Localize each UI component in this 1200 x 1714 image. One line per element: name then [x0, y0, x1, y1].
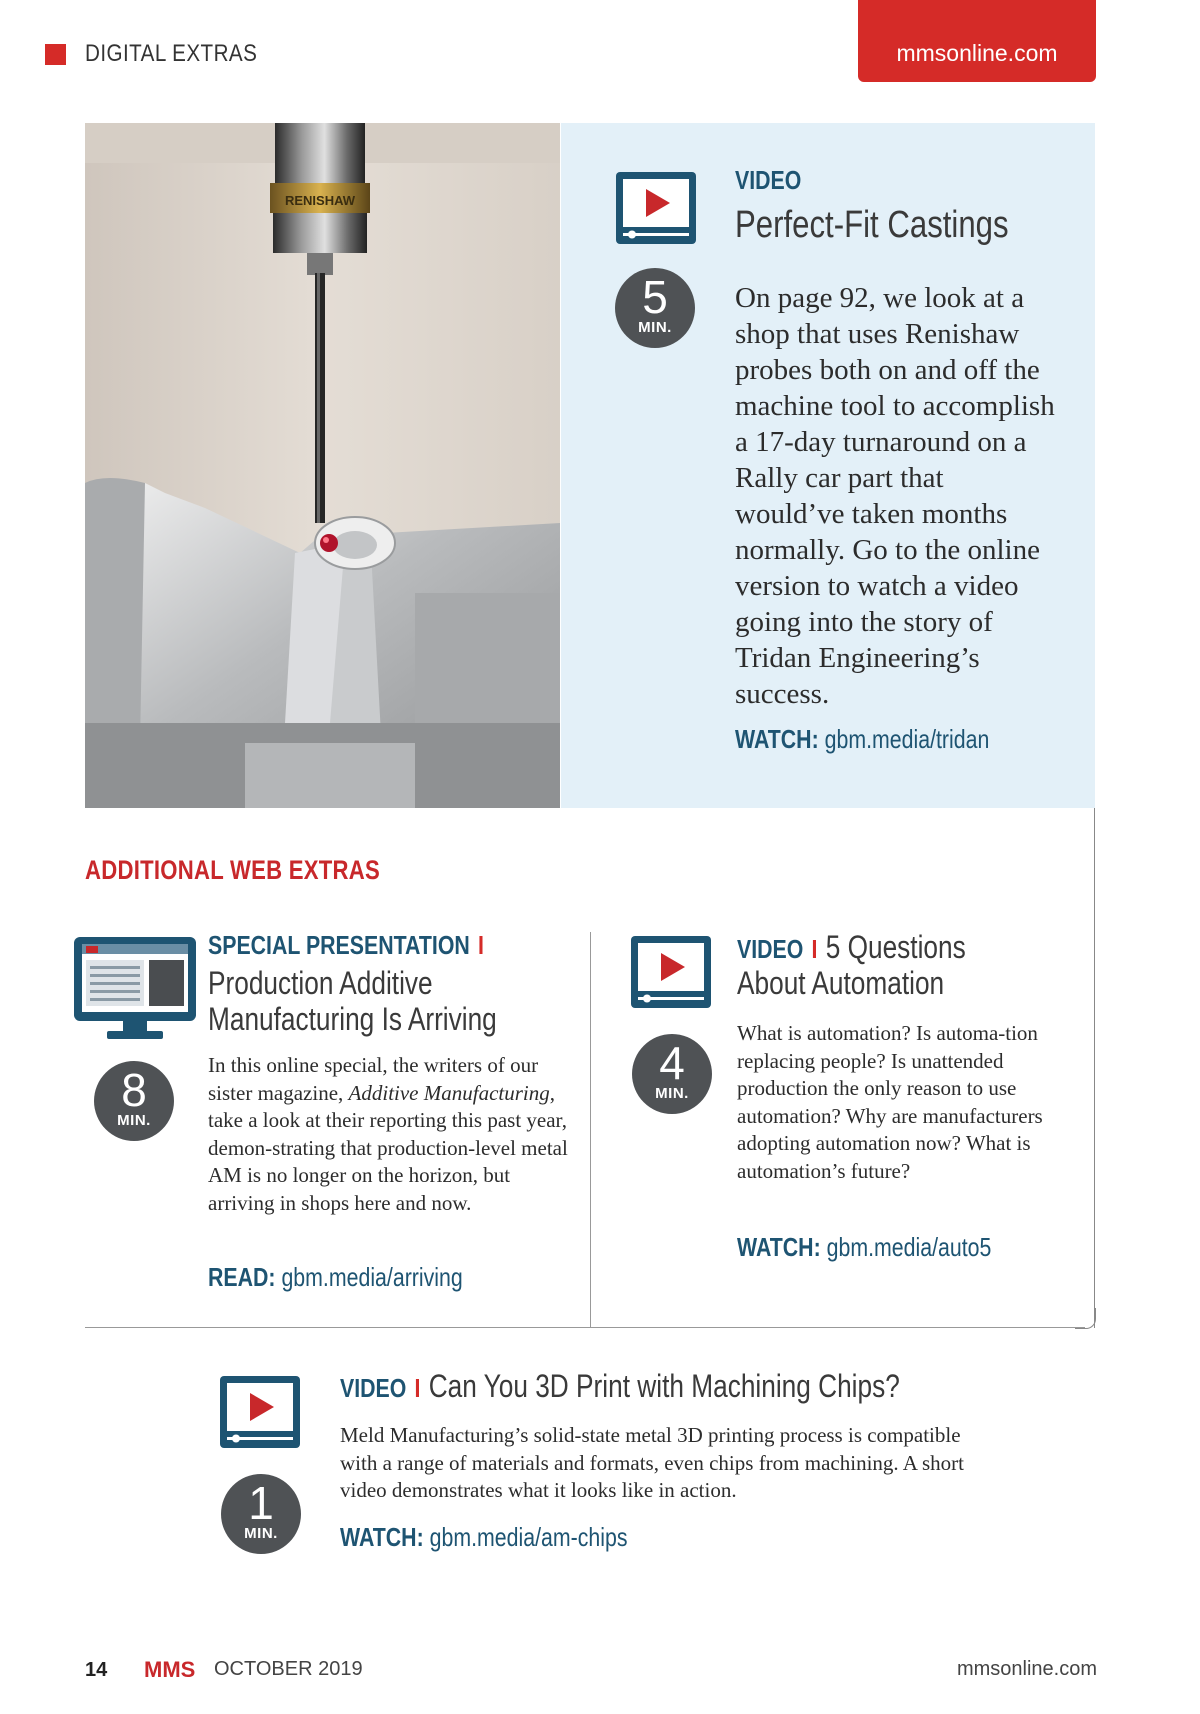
item-cta[interactable]	[340, 1522, 627, 1553]
item-body: What is automation? Is automa-tion replacing people? Is unattended production the only reason to use automation? Why are manufacturers adopting automation now? What is automation’s future?	[737, 1021, 1043, 1183]
feature-cta[interactable]	[735, 724, 989, 755]
kicker-text: VIDEO	[340, 1373, 407, 1403]
page-number: 14	[85, 1659, 108, 1681]
duration-number: 5	[642, 271, 668, 323]
item-title-line: About Automation	[737, 965, 945, 1001]
site-tab[interactable]	[858, 0, 1096, 82]
duration-number: 8	[121, 1064, 147, 1116]
monitor-presentation-icon[interactable]	[73, 936, 197, 1047]
duration-badge	[615, 268, 695, 348]
cta-link[interactable]: gbm.media/am-chips	[429, 1522, 628, 1552]
duration-number: 4	[659, 1037, 685, 1089]
duration-badge	[94, 1061, 174, 1141]
item-title	[208, 965, 497, 1037]
kicker-separator: I	[811, 934, 818, 964]
feature-kicker: VIDEO	[735, 165, 802, 195]
duration-unit: MIN.	[244, 1525, 278, 1542]
frame-line	[1094, 808, 1095, 1328]
frame-line	[85, 1327, 1085, 1328]
item-title-line: Production Additive	[208, 965, 433, 1001]
video-play-icon[interactable]	[218, 1374, 298, 1446]
cta-link[interactable]: gbm.media/tridan	[824, 724, 990, 754]
video-play-icon[interactable]	[629, 934, 709, 1006]
kicker-separator: I	[414, 1373, 421, 1403]
cta-label: READ:	[208, 1262, 276, 1292]
item-title: Can You 3D Print with Machining Chips?	[428, 1368, 900, 1404]
frame-corner	[1075, 1308, 1096, 1329]
feature-body: On page 92, we look at a shop that uses Renishaw probes both on and off the machine tool to accomplish a 17-day turnaround on a Rally car part that would’ve taken months normally. Go to the online version to watch a video going into the story of Tridan Engineering’s success.	[735, 282, 1055, 710]
footer-url[interactable]: mmsonline.com	[956, 1658, 1097, 1680]
probe-label: RENISHAW	[284, 193, 356, 208]
item-title-line: Manufacturing Is Arriving	[208, 1001, 497, 1037]
section-label: DIGITAL EXTRAS	[85, 40, 258, 67]
duration-badge	[221, 1474, 301, 1554]
kicker-text: SPECIAL PRESENTATION	[208, 930, 470, 960]
cta-label: WATCH:	[735, 724, 819, 754]
item-heading	[340, 1368, 900, 1404]
body-text: In this online special, the writers of our sister magazine,	[208, 1053, 539, 1105]
additional-heading: ADDITIONAL WEB EXTRAS	[85, 855, 381, 885]
kicker-separator: I	[477, 930, 484, 960]
cta-label: WATCH:	[340, 1522, 424, 1552]
magazine-name: Additive Manufacturing	[348, 1080, 550, 1105]
cta-link[interactable]: gbm.media/auto5	[826, 1232, 992, 1262]
feature-title: Perfect-Fit Castings	[735, 204, 1009, 246]
item-cta[interactable]	[737, 1232, 991, 1263]
item-heading	[737, 929, 966, 965]
duration-unit: MIN.	[638, 319, 672, 336]
item-title-line: 5 Questions	[825, 929, 966, 965]
duration-unit: MIN.	[655, 1085, 689, 1102]
issue-date: OCTOBER 2019	[214, 1658, 363, 1680]
duration-unit: MIN.	[117, 1112, 151, 1129]
duration-badge	[632, 1034, 712, 1114]
duration-number: 1	[248, 1477, 274, 1529]
cta-link[interactable]: gbm.media/arriving	[281, 1262, 463, 1292]
item-body	[208, 1052, 568, 1217]
item-cta[interactable]	[208, 1262, 463, 1293]
item-body: Meld Manufacturing’s solid-state metal 3D printing process is compatible with a range of materials and formats, even chips from machining. A short video demonstrates what it looks like in action.	[340, 1423, 965, 1502]
footer-brand: MMS	[144, 1657, 196, 1682]
probe-photo	[85, 123, 560, 808]
section-marker	[45, 44, 66, 65]
cta-label: WATCH:	[737, 1232, 821, 1262]
body-text: , take a look at their reporting this past year, demon-strating that production-level metal AM is no longer on the horizon, but arriving in shops here and now.	[208, 1080, 568, 1215]
kicker-text: VIDEO	[737, 934, 804, 964]
site-url[interactable]: mmsonline.com	[896, 40, 1058, 66]
item-kicker	[208, 930, 492, 961]
video-play-icon[interactable]	[614, 170, 694, 242]
column-divider	[590, 932, 591, 1328]
